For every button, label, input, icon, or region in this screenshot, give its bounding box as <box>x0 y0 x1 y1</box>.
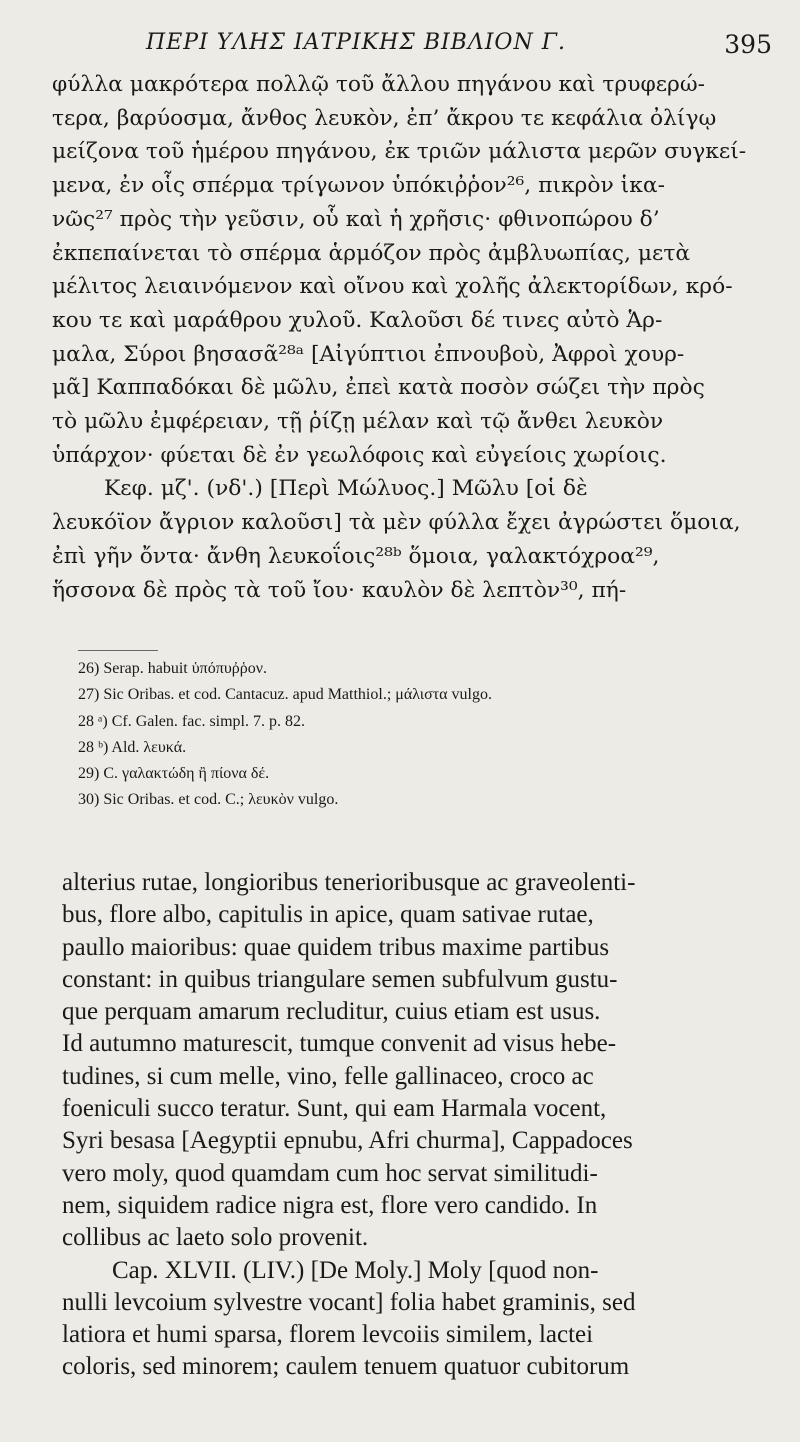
greek-text-block <box>52 68 770 607</box>
latin-line: paullo maioribus: quae quidem tribus maxime partibus <box>62 933 610 961</box>
greek-line: τερα, βαρύοσμα, ἄνθος λευκὸν, ἐπ’ ἄκρου τε κεφάλια ὀλίγῳ <box>52 105 717 131</box>
latin-line: bus, flore albo, capitulis in apice, quam sativae rutae, <box>62 901 594 929</box>
latin-line: coloris, sed minorem; caulem tenuem quatuor cubitorum <box>62 1353 630 1381</box>
footnote: 30) Sic Oribas. et cod. C.; λευκὸν vulgo. <box>78 791 339 809</box>
greek-line: ἥσσονα δὲ πρὸς τὰ τοῦ ἴου· καυλὸν δὲ λεπτὸν³⁰, πή- <box>52 577 627 603</box>
greek-line: φύλλα μακρότερα πολλῷ τοῦ ἄλλου πηγάνου καὶ τρυφερώ- <box>52 72 705 97</box>
latin-chapter-heading-line: Cap. XLVII. (LIV.) [De Moly.] Moly [quod non- <box>112 1256 599 1284</box>
latin-line: foeniculi succo teratur. Sunt, qui eam Harmala vocent, <box>62 1095 607 1123</box>
footnote: 28 ᵇ) Ald. λευκά. <box>78 738 187 756</box>
footnote-divider <box>78 650 158 651</box>
latin-text-block <box>62 867 762 1384</box>
greek-chapter-heading-line: Κεφ. μζ'. (νδ'.) [Περὶ Μώλυος.] Μῶλυ [οἱ δὲ <box>104 476 588 502</box>
greek-line: νῶς²⁷ πρὸς τὴν γεῦσιν, οὗ καὶ ἡ χρῆσις· φθινοπώρου δ’ <box>52 206 660 232</box>
greek-line: ἐκπεπαίνεται τὸ σπέρμα ἁρμόζον πρὸς ἀμβλυωπίας, μετὰ <box>52 240 691 266</box>
running-title: ΠΕΡΙ ΥΛΗΣ ΙΑΤΡΙΚΗΣ ΒΙΒΛΙΟΝ Γ. <box>146 30 566 55</box>
latin-line: vero moly, quod quamdam cum hoc servat similitudi- <box>62 1159 598 1187</box>
greek-line: τὸ μῶλυ ἐμφέρειαν, τῇ ῥίζῃ μέλαν καὶ τῷ ἄνθει λευκὸν <box>52 409 664 435</box>
greek-line: μέλιτος λειαινόμενον καὶ οἴνου καὶ χολῆς ἀλεκτορίδων, κρό- <box>52 274 733 300</box>
footnotes-block <box>78 656 760 814</box>
greek-line: μαλα, Σύροι βησασᾶ²⁸ᵃ [Αἰγύπτιοι ἐπνουβοὺ, Ἀφροὶ χουρ- <box>52 341 685 367</box>
latin-line: Id autumno maturescit, tumque convenit ad visus hebe- <box>62 1030 617 1058</box>
greek-line: ἐπὶ γῆν ὄντα· ἄνθη λευκοΐοις²⁸ᵇ ὅμοια, γαλακτόχροα²⁹, <box>52 543 660 569</box>
latin-line: constant: in quibus triangulare semen subfulvum gustu- <box>62 965 618 993</box>
latin-line: collibus ac laeto solo provenit. <box>62 1224 369 1252</box>
running-header <box>60 30 772 70</box>
greek-line: μᾶ] Καππαδόκαι δὲ μῶλυ, ἐπεὶ κατὰ ποσὸν σώζει τὴν πρὸς <box>52 375 705 401</box>
greek-line: ὑπάρχον· φύεται δὲ ἐν γεωλόφοις καὶ εὐγείοις χωρίοις. <box>52 442 667 468</box>
latin-line: que perquam amarum recluditur, cuius etiam est usus. <box>62 998 601 1026</box>
latin-line: tudines, si cum melle, vino, felle gallinaceo, croco ac <box>62 1062 594 1090</box>
latin-line: latiora et humi sparsa, florem levcoiis similem, lactei <box>62 1321 594 1349</box>
greek-line: μείζονα τοῦ ἡμέρου πηγάνου, ἐκ τριῶν μάλιστα μερῶν συγκεί- <box>52 139 747 165</box>
latin-line: nulli levcoium sylvestre vocant] folia habet graminis, sed <box>62 1288 636 1316</box>
greek-line: κου τε καὶ μαράθρου χυλοῦ. Καλοῦσι δέ τινες αὐτὸ Ἁρ- <box>52 307 663 333</box>
latin-line: Syri besasa [Aegyptii epnubu, Afri churma], Cappadoces <box>62 1127 633 1155</box>
footnote: 28 ᵃ) Cf. Galen. fac. simpl. 7. p. 82. <box>78 712 305 730</box>
latin-line: alterius rutae, longioribus tenerioribusque ac graveolenti- <box>62 869 636 896</box>
footnote: 26) Serap. habuit ὑπόπυῤῥον. <box>78 660 267 677</box>
page-number: 395 <box>724 30 772 59</box>
latin-line: nem, siquidem radice nigra est, flore vero candido. In <box>62 1191 598 1219</box>
greek-line: λευκόϊον ἄγριον καλοῦσι] τὰ μὲν φύλλα ἔχει ἀγρώστει ὅμοια, <box>52 510 741 536</box>
footnote: 29) C. γαλακτώδη ἢ πίονα δέ. <box>78 765 270 783</box>
greek-line: μενα, ἐν οἷς σπέρμα τρίγωνον ὑπόκιῤῥον²⁶, πικρὸν ἱκα- <box>52 173 665 199</box>
footnote: 27) Sic Oribas. et cod. Cantacuz. apud Matthiol.; μάλιστα vulgo. <box>78 686 492 704</box>
